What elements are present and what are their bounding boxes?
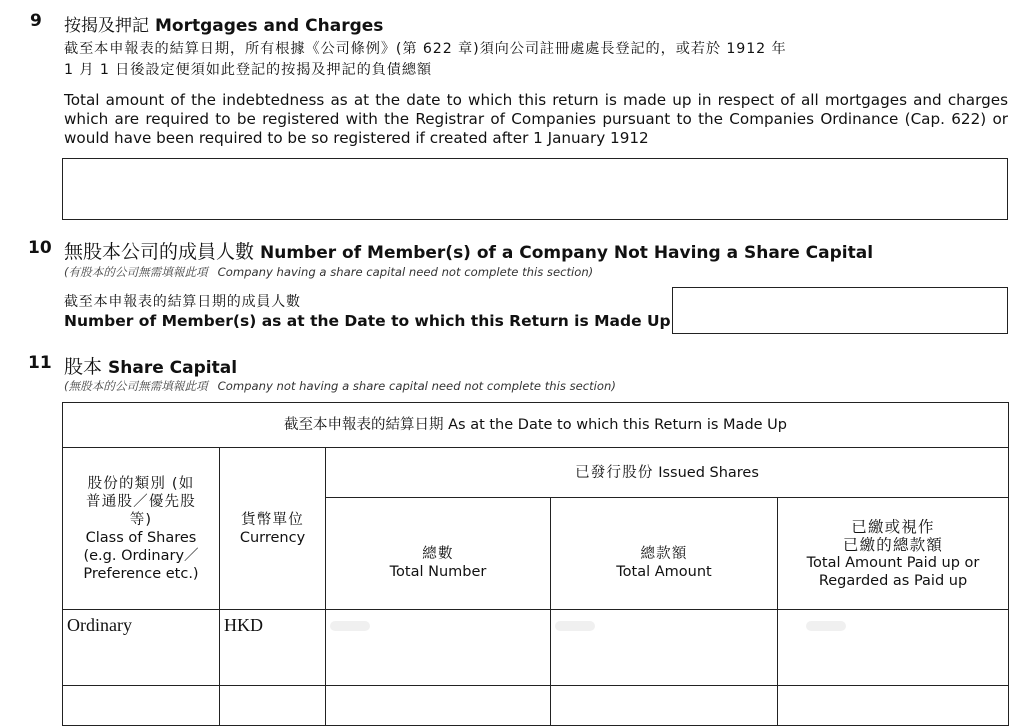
section-10-title (64, 237, 873, 264)
col-header-issued-en: Issued Shares (658, 464, 759, 481)
col-header-currency-zh: 貨幣單位 (241, 511, 304, 528)
section-11-note-zh: (無股本的公司無需填報此項 (64, 379, 208, 393)
section-11-note-en: Company not having a share capital need not complete this section) (217, 379, 616, 393)
section-10-title-en: Number of Member(s) of a Company Not Having a Share Capital (260, 243, 874, 263)
section-11-title-zh: 股本 (64, 356, 103, 378)
section-9-description-zh-line2: 1 月 1 日後設定便須如此登記的按揭及押記的負債總額 (64, 62, 433, 78)
col-header-total-number-en: Total Number (389, 563, 487, 580)
total-amount-cell[interactable] (551, 610, 778, 686)
section-10-note-zh: (有股本的公司無需填報此項 (64, 265, 208, 279)
section-9-title (64, 11, 383, 36)
section-10-note (64, 264, 593, 280)
col-header-paid-up (778, 498, 1009, 610)
share-class-cell[interactable]: Ordinary (63, 610, 220, 686)
paid-up-cell[interactable] (778, 686, 1009, 726)
section-11-title (64, 352, 237, 379)
col-header-issued-shares (326, 448, 1009, 498)
col-header-class-zh: 股份的類別 (如普通股／優先股等) (86, 475, 196, 528)
table-header-row-issued (63, 448, 1009, 498)
section-10-title-zh: 無股本公司的成員人數 (64, 241, 255, 263)
section-9-description-zh (64, 39, 1014, 81)
mortgages-amount-field[interactable] (62, 158, 1008, 220)
section-9-title-en: Mortgages and Charges (155, 16, 384, 36)
col-header-currency-en: Currency (239, 529, 306, 546)
members-count-field[interactable] (672, 287, 1008, 334)
table-header-row-top (63, 403, 1009, 448)
table-row (63, 686, 1009, 726)
col-header-paid-up-zh-2: 已繳的總款額 (842, 535, 944, 554)
redacted-mark (330, 621, 370, 631)
share-class-cell[interactable] (63, 686, 220, 726)
col-header-total-amount-zh: 總款額 (640, 545, 688, 562)
section-10-number: 10 (28, 238, 52, 258)
section-11-title-en: Share Capital (108, 358, 238, 378)
members-label-en: Number of Member(s) as at the Date to which this Return is Made Up (64, 312, 671, 330)
total-number-cell[interactable] (326, 610, 551, 686)
redacted-mark (806, 621, 846, 631)
paid-up-cell[interactable] (778, 610, 1009, 686)
redacted-mark (555, 621, 595, 631)
total-amount-cell[interactable] (551, 686, 778, 726)
share-capital-table (62, 402, 1009, 726)
members-label-zh: 截至本申報表的結算日期的成員人數 (64, 294, 301, 310)
table-row (63, 610, 1009, 686)
section-9-description-en: Total amount of the indebtedness as at the date to which this return is made up in respect of all mortgages and charges which are required to be registered with the Registrar of Companies pursuant to the Companies Ordinance (Cap. 622) or would have been required to be so registered if created after 1 January 1912 (64, 91, 1008, 147)
col-header-total-number-zh: 總數 (422, 545, 454, 562)
section-11-note (64, 378, 616, 394)
col-header-issued-zh: 已發行股份 (575, 464, 654, 481)
col-header-class-en: Class of Shares (e.g. Ordinary／Preference etc.) (83, 529, 199, 582)
col-header-paid-up-en: Total Amount Paid up or Regarded as Paid up (806, 554, 980, 589)
total-number-cell[interactable] (326, 686, 551, 726)
col-header-total-number (326, 498, 551, 610)
currency-cell[interactable]: HKD (220, 610, 326, 686)
col-header-total-amount (551, 498, 778, 610)
section-9-number: 9 (30, 11, 42, 31)
section-9-title-zh: 按揭及押記 (64, 16, 149, 36)
section-9-description-zh-line1: 截至本申報表的結算日期，所有根據《公司條例》(第 622 章)須向公司註冊處處長登記的，或若於 1912 年 (64, 41, 787, 57)
section-11-number: 11 (28, 353, 52, 373)
col-header-paid-up-zh-1: 已繳或視作 (851, 517, 935, 536)
section-10-note-en: Company having a share capital need not complete this section) (217, 265, 594, 279)
col-header-currency (220, 448, 326, 610)
col-header-total-amount-en: Total Amount (616, 563, 712, 580)
table-header-as-at-date: 截至本申報表的結算日期 As at the Date to which this Return is Made Up (63, 403, 1009, 448)
currency-cell[interactable] (220, 686, 326, 726)
col-header-class-of-shares (63, 448, 220, 610)
